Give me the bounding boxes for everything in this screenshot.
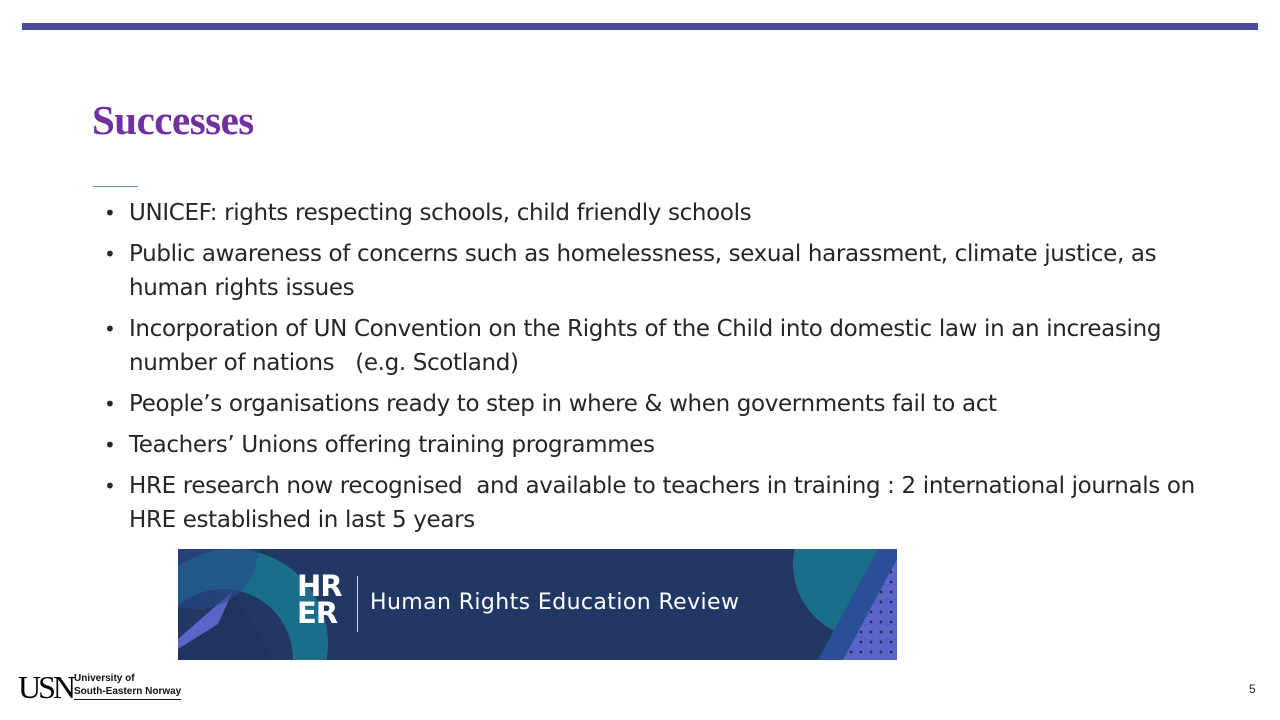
bullet-text: Public awareness of concerns such as homelessness, sexual harassment, climate justice, as human rights issues: [129, 241, 1157, 301]
hrer-journal-banner: [178, 549, 897, 660]
bullet-item: [104, 237, 1214, 305]
bullet-list: [104, 196, 1214, 544]
top-rule: [22, 23, 1258, 30]
journal-name: Human Rights Education Review: [370, 590, 740, 615]
bullet-item: [104, 387, 1214, 421]
bullet-text: UNICEF: rights respecting schools, child friendly schools: [129, 200, 752, 226]
university-name: [74, 672, 181, 700]
usn-logo-mark: USN: [18, 669, 74, 705]
page-number: 5: [1249, 682, 1256, 696]
bullet-dot-icon: •: [104, 433, 116, 457]
bullet-dot-icon: •: [104, 392, 116, 416]
bullet-item: [104, 428, 1214, 462]
bullet-item: [104, 469, 1214, 537]
university-name-line1: University of: [74, 673, 135, 684]
hrer-logo-line2: ER: [297, 596, 338, 630]
slide-title: Successes: [92, 97, 254, 143]
title-accent-line: [93, 186, 138, 187]
bullet-text: HRE research now recognised and available to teachers in training : 2 international journals on HRE established in last 5 years: [129, 473, 1202, 533]
bullet-dot-icon: •: [104, 317, 116, 341]
bullet-dot-icon: •: [104, 242, 116, 266]
bullet-dot-icon: •: [104, 474, 116, 498]
hrer-logo-line1: HR: [297, 569, 342, 603]
university-name-line2: South-Eastern Norway: [74, 685, 181, 700]
bullet-dot-icon: •: [104, 201, 116, 225]
bullet-text: People’s organisations ready to step in where & when governments fail to act: [129, 391, 997, 417]
bullet-item: [104, 312, 1214, 380]
hrer-logo: [297, 569, 342, 630]
bullet-text: Teachers’ Unions offering training programmes: [129, 432, 655, 458]
bullet-text: Incorporation of UN Convention on the Rights of the Child into domestic law in an increasing number of nations (e.g. Scotland): [129, 316, 1169, 376]
banner-divider: [357, 576, 358, 632]
bullet-item: [104, 196, 1214, 230]
